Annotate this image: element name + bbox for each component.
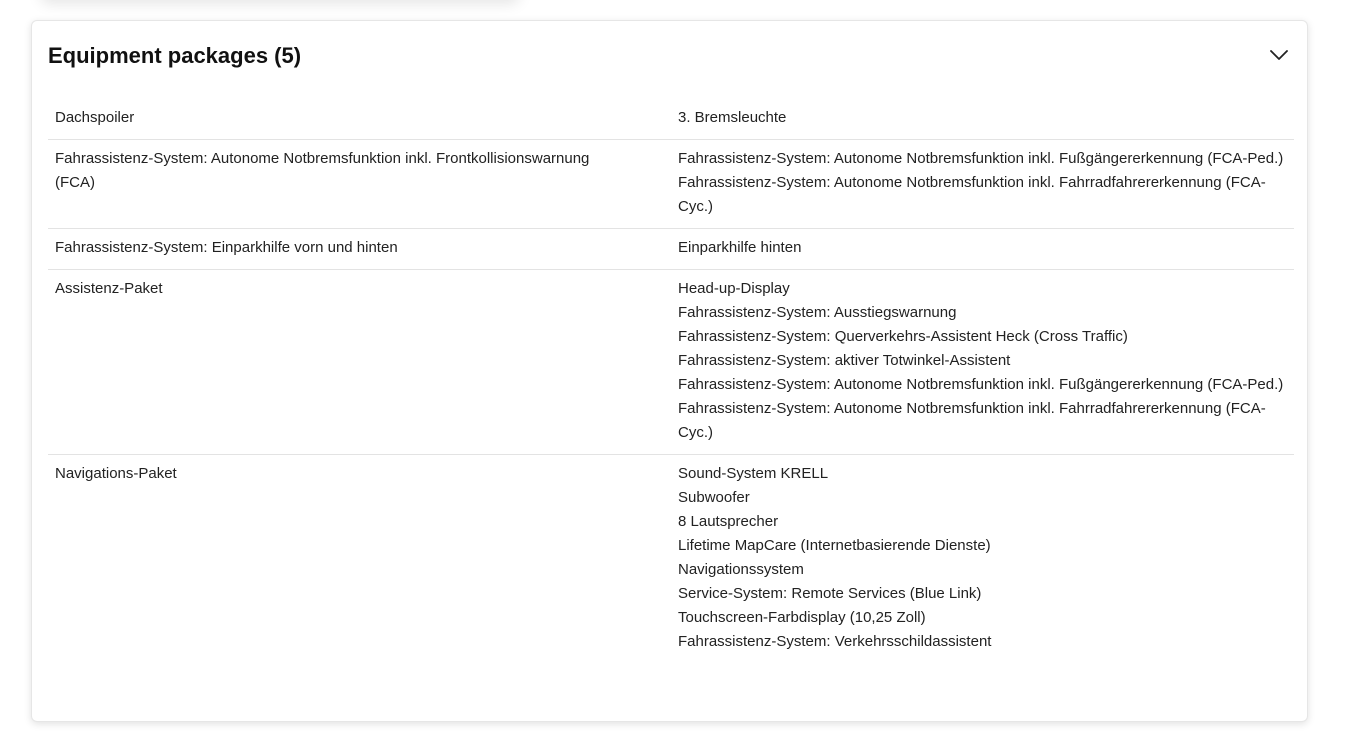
package-contents bbox=[671, 277, 1294, 445]
package-contents bbox=[671, 147, 1294, 219]
equipment-packages-header[interactable] bbox=[32, 21, 1307, 95]
package-contents bbox=[671, 462, 1294, 654]
package-item: Touchscreen-Farbdisplay (10,25 Zoll) bbox=[678, 609, 926, 626]
package-item: 3. Bremsleuchte bbox=[678, 109, 787, 126]
package-item: Fahrassistenz-System: Autonome Notbremsfunktion inkl. Fußgängererkennung (FCA-Ped.) bbox=[678, 150, 1284, 167]
table-row bbox=[48, 229, 1294, 270]
package-item: 8 Lautsprecher bbox=[678, 513, 779, 530]
chevron-down-icon[interactable] bbox=[1269, 45, 1289, 65]
table-row bbox=[48, 455, 1294, 663]
package-item: Head-up-Display bbox=[678, 280, 790, 297]
package-name: Fahrassistenz-System: Einparkhilfe vorn und hinten bbox=[55, 239, 398, 256]
package-item: Fahrassistenz-System: Autonome Notbremsfunktion inkl. Fahrradfahrererkennung (FCA-Cyc.) bbox=[678, 400, 1266, 441]
package-item: Einparkhilfe hinten bbox=[678, 239, 802, 256]
package-name: Navigations-Paket bbox=[55, 465, 177, 482]
package-item: Fahrassistenz-System: Autonome Notbremsfunktion inkl. Fußgängererkennung (FCA-Ped.) bbox=[678, 376, 1284, 393]
package-name: Assistenz-Paket bbox=[55, 280, 163, 297]
table-row bbox=[48, 270, 1294, 455]
package-contents bbox=[671, 106, 1294, 130]
package-name: Dachspoiler bbox=[55, 109, 135, 126]
package-item: Lifetime MapCare (Internetbasierende Dienste) bbox=[678, 537, 991, 554]
package-item: Service-System: Remote Services (Blue Link) bbox=[678, 585, 982, 602]
package-item: Navigationssystem bbox=[678, 561, 804, 578]
package-item: Fahrassistenz-System: aktiver Totwinkel-Assistent bbox=[678, 352, 1011, 369]
package-item: Fahrassistenz-System: Ausstiegswarnung bbox=[678, 304, 957, 321]
package-item: Sound-System KRELL bbox=[678, 465, 829, 482]
table-row bbox=[48, 99, 1294, 140]
package-contents bbox=[671, 236, 1294, 260]
package-name: Fahrassistenz-System: Autonome Notbremsfunktion inkl. Frontkollisionswarnung (FCA) bbox=[55, 150, 590, 191]
table-row bbox=[48, 140, 1294, 229]
section-title: Equipment packages (5) bbox=[48, 43, 302, 68]
equipment-packages-card bbox=[31, 20, 1308, 722]
package-item: Fahrassistenz-System: Querverkehrs-Assistent Heck (Cross Traffic) bbox=[678, 328, 1128, 345]
package-item: Subwoofer bbox=[678, 489, 750, 506]
package-item: Fahrassistenz-System: Autonome Notbremsfunktion inkl. Fahrradfahrererkennung (FCA-Cyc.) bbox=[678, 174, 1266, 215]
equipment-packages-table bbox=[48, 99, 1294, 663]
package-item: Fahrassistenz-System: Verkehrsschildassistent bbox=[678, 633, 992, 650]
